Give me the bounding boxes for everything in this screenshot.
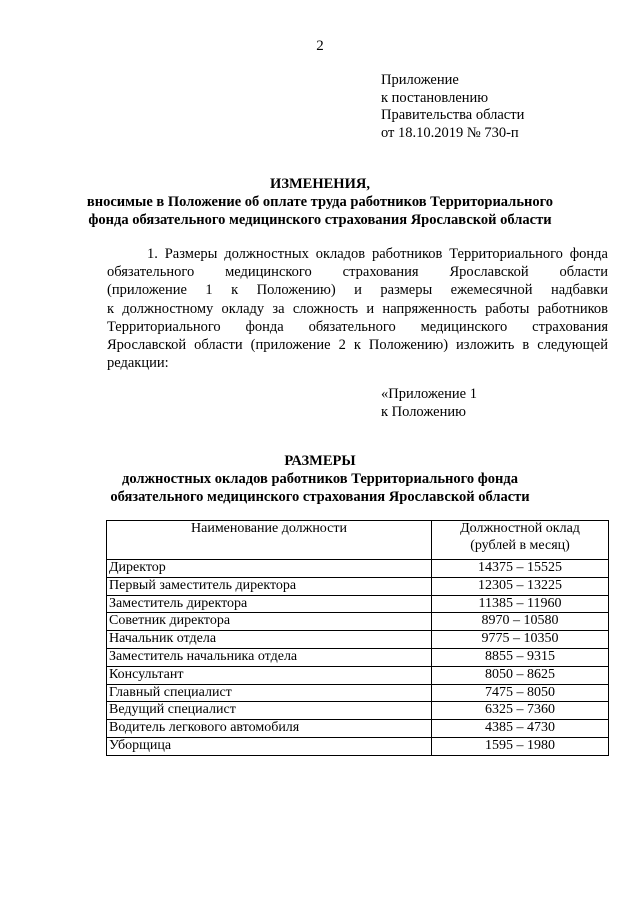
column-header-salary bbox=[432, 521, 609, 560]
table-row bbox=[107, 648, 609, 666]
paragraph-line: обязательного медицинского страхования Ярославской области bbox=[107, 264, 608, 281]
changes-title-heading: ИЗМЕНЕНИЯ, bbox=[270, 176, 370, 192]
position-cell: Заместитель начальника отдела bbox=[107, 648, 432, 666]
table-row bbox=[107, 613, 609, 631]
salary-cell: 8855 – 9315 bbox=[432, 648, 609, 666]
salary-cell: 8970 – 10580 bbox=[432, 613, 609, 631]
paragraph-line: к должностному окладу за сложность и напряженность работы работников bbox=[107, 300, 608, 317]
salary-cell: 6325 – 7360 bbox=[432, 702, 609, 720]
appendix-header-line: Приложение bbox=[381, 72, 459, 88]
changes-title-line: вносимые в Положение об оплате труда работников Территориального bbox=[86, 194, 554, 210]
paragraph-line: редакции: bbox=[107, 355, 169, 372]
position-cell: Ведущий специалист bbox=[107, 702, 432, 720]
table-row bbox=[107, 684, 609, 702]
position-cell: Начальник отдела bbox=[107, 631, 432, 649]
position-cell: Главный специалист bbox=[107, 684, 432, 702]
column-header-position: Наименование должности bbox=[107, 521, 432, 560]
paragraph-line: Ярославской области (приложение 2 к Положению) изложить в следующей bbox=[107, 336, 608, 353]
table-row bbox=[107, 666, 609, 684]
body-paragraph bbox=[107, 245, 608, 372]
position-cell: Директор bbox=[107, 560, 432, 578]
position-cell: Водитель легкового автомобиля bbox=[107, 720, 432, 738]
table-row bbox=[107, 595, 609, 613]
sizes-title-heading: РАЗМЕРЫ bbox=[284, 453, 356, 469]
page-number: 2 bbox=[316, 38, 324, 54]
paragraph-line: (приложение 1 к Положению) и размеры ежемесячной надбавки bbox=[107, 282, 608, 299]
table-row bbox=[107, 560, 609, 578]
column-header-salary-line: (рублей в месяц) bbox=[470, 537, 570, 553]
salary-cell: 11385 – 11960 bbox=[432, 595, 609, 613]
salary-cell: 14375 – 15525 bbox=[432, 560, 609, 578]
paragraph-line: 1. Размеры должностных окладов работников Территориального фонда bbox=[147, 246, 608, 262]
salary-cell: 9775 – 10350 bbox=[432, 631, 609, 649]
table-row bbox=[107, 737, 609, 755]
appendix-header-line: от 18.10.2019 № 730-п bbox=[381, 124, 519, 141]
paragraph-line: Территориального фонда обязательного медицинского страхования bbox=[107, 318, 608, 335]
sizes-title bbox=[0, 452, 640, 506]
salary-cell: 8050 – 8625 bbox=[432, 666, 609, 684]
table-row bbox=[107, 702, 609, 720]
position-cell: Уборщица bbox=[107, 737, 432, 755]
position-cell: Советник директора bbox=[107, 613, 432, 631]
changes-title bbox=[0, 175, 640, 229]
salary-cell: 4385 – 4730 bbox=[432, 720, 609, 738]
position-cell: Заместитель директора bbox=[107, 595, 432, 613]
salary-table bbox=[106, 520, 609, 756]
position-cell: Первый заместитель директора bbox=[107, 577, 432, 595]
sizes-title-line: должностных окладов работников Территориального фонда bbox=[122, 471, 518, 487]
appendix-reference bbox=[381, 386, 477, 421]
salary-cell: 12305 – 13225 bbox=[432, 577, 609, 595]
salary-cell: 7475 – 8050 bbox=[432, 684, 609, 702]
table-row bbox=[107, 631, 609, 649]
table-header-row bbox=[107, 521, 609, 560]
appendix-header-line: к постановлению bbox=[381, 89, 489, 106]
appendix-header bbox=[381, 72, 524, 142]
table-row bbox=[107, 720, 609, 738]
table-row bbox=[107, 577, 609, 595]
changes-title-line: фонда обязательного медицинского страхования Ярославской области bbox=[88, 212, 552, 228]
position-cell: Консультант bbox=[107, 666, 432, 684]
sizes-title-line: обязательного медицинского страхования Ярославской области bbox=[110, 489, 530, 505]
appendix-reference-line: «Приложение 1 bbox=[381, 386, 477, 402]
column-header-salary-line: Должностной оклад bbox=[460, 521, 580, 536]
appendix-header-line: Правительства области bbox=[381, 107, 525, 123]
appendix-reference-line: к Положению bbox=[381, 403, 466, 420]
salary-cell: 1595 – 1980 bbox=[432, 737, 609, 755]
